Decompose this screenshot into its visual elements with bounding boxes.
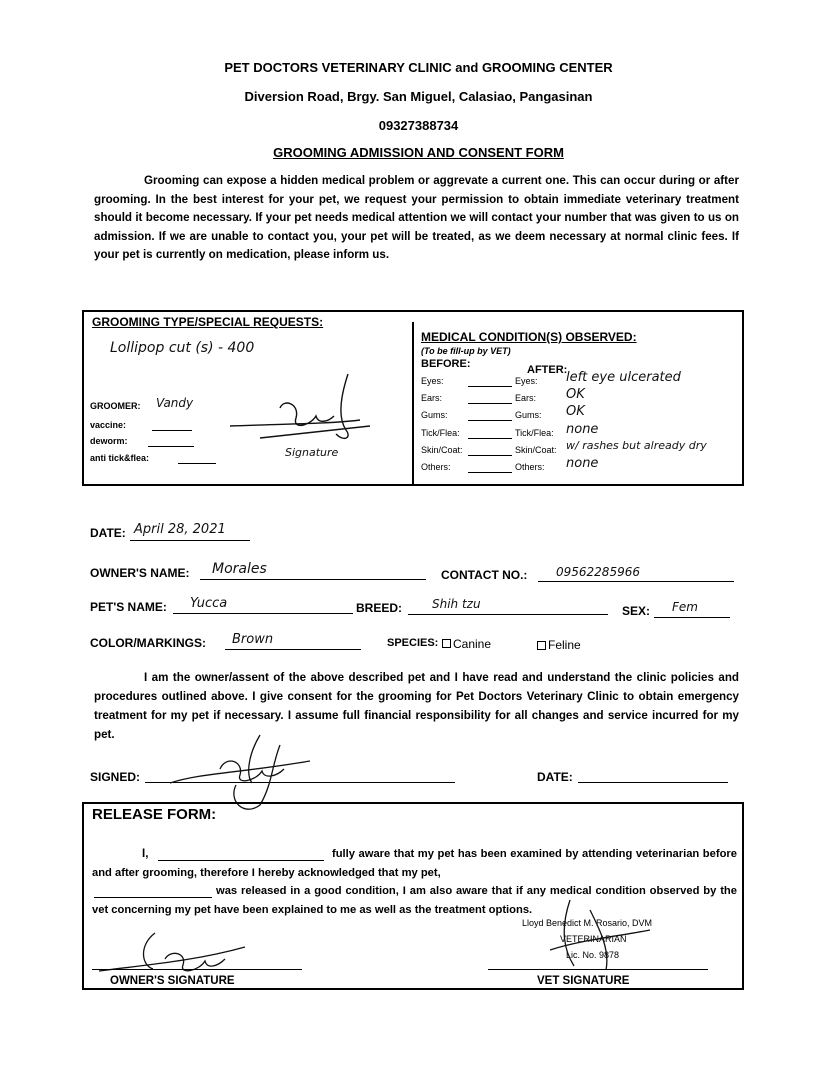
groomer-label: GROOMER: [90, 401, 141, 411]
medical-after-label: Gums: [515, 410, 542, 421]
signature-caption: Signature [285, 446, 339, 459]
medical-before-label: Others: [421, 462, 451, 472]
vet-signature-drawing [530, 890, 670, 980]
medical-after-label: Tick/Flea: [515, 427, 554, 438]
medical-before-label: Gums: [421, 410, 448, 421]
antitick-line [178, 463, 216, 464]
consent-paragraph: I am the owner/assent of the above described pet and I have read and understand the clinic policies and procedures outlined above. I give consent for the grooming for Pet Doctors Veterinary Clinic to obtain emergency treatment for my pet if necessary. I assume full financial responsibility for all changes and service incurred for my pet. [94, 671, 739, 741]
date2-line [578, 782, 728, 783]
pet-name-label: PET'S NAME: [90, 600, 167, 614]
canine-label: Canine [453, 637, 492, 651]
medical-before-line [468, 403, 512, 404]
vet-name: Lloyd Benedict M. Rosario, DVM [522, 918, 653, 928]
clinic-address: Diversion Road, Brgy. San Miguel, Calasiao, Pangasinan [244, 89, 593, 104]
medical-before-label: Ears: [421, 393, 443, 404]
clinic-name: PET DOCTORS VETERINARY CLINIC and GROOMING CENTER [224, 60, 613, 75]
medical-after-label: Eyes: [515, 376, 538, 386]
grooming-heading: GROOMING TYPE/SPECIAL REQUESTS: [92, 315, 324, 329]
species-label: SPECIES: [387, 637, 439, 649]
contact-label: CONTACT NO.: [441, 568, 528, 582]
date-line [130, 540, 250, 541]
box-divider [412, 322, 414, 486]
owner-signature-label: OWNER'S SIGNATURE [110, 975, 235, 987]
deworm-line [148, 446, 194, 447]
date2-label: DATE: [537, 770, 573, 784]
breed-value: Shih tzu [432, 597, 481, 611]
color-label: COLOR/MARKINGS: [90, 636, 206, 650]
pet-name-line [173, 613, 353, 614]
medical-before-label: Tick/Flea: [421, 427, 460, 438]
medical-before-line [468, 420, 512, 421]
vaccine-label: vaccine: [90, 420, 127, 430]
antitick-label: anti tick&flea: [90, 453, 150, 463]
owner-name-value: Morales [212, 561, 267, 577]
medical-before-line [468, 386, 512, 387]
medical-before-line [468, 438, 512, 439]
breed-label: BREED: [356, 601, 403, 615]
owner-signature-line [92, 969, 302, 970]
medical-after-label: Ears: [515, 393, 537, 404]
medical-after-value: OK [566, 404, 585, 420]
vaccine-line [152, 430, 192, 431]
clinic-phone: 09327388734 [378, 118, 459, 133]
medical-before-line [468, 455, 512, 456]
groomer-value: Vandy [156, 396, 194, 410]
deworm-label: deworm: [90, 436, 128, 446]
medical-after-value: w/ rashes but already dry [566, 438, 707, 452]
release-i-label: I, [142, 848, 149, 860]
owner-name-label: OWNER'S NAME: [90, 566, 190, 580]
breed-line [408, 614, 608, 615]
pet-name-value: Yucca [190, 596, 228, 611]
vet-title: VETERINARIAN [560, 934, 627, 944]
medical-before-label: Skin/Coat: [421, 444, 463, 455]
sex-value: Fem [672, 600, 698, 614]
medical-before-line [468, 472, 512, 473]
medical-before-label: Eyes: [421, 376, 444, 386]
owner-name-line [200, 579, 426, 580]
contact-value: 09562285966 [556, 565, 640, 579]
vet-signature-line [488, 969, 708, 970]
before-label: BEFORE: [421, 358, 471, 370]
vet-signature-label: VET SIGNATURE [537, 975, 630, 987]
date-label: DATE: [90, 526, 126, 540]
grooming-request-value: Lollipop cut (s) - 400 [110, 340, 255, 356]
after-label: AFTER: [527, 364, 568, 376]
medical-after-value: left eye ulcerated [566, 370, 681, 385]
vet-license: Lic. No. 9878 [566, 950, 620, 960]
release-text-2: was released in a good condition, I am also aware that if any medical condition observed by the vet concerning my pet have been explained to me as well as the treatment options. [92, 885, 737, 916]
medical-heading: MEDICAL CONDITION(S) OBSERVED: [421, 330, 637, 344]
signed-label: SIGNED: [90, 770, 141, 784]
contact-line [538, 581, 734, 582]
medical-after-value: none [566, 421, 599, 437]
feline-label: Feline [548, 638, 581, 652]
sex-line [654, 617, 730, 618]
form-title: GROOMING ADMISSION AND CONSENT FORM [273, 145, 564, 160]
medical-subheading: (To be fill-up by VET) [421, 346, 511, 356]
color-value: Brown [232, 632, 274, 647]
medical-after-value: none [566, 456, 599, 471]
release-text-1: fully aware that my pet has been examined by attending veterinarian before and after grooming, therefore I hereby acknowledged that my pet, [92, 848, 737, 879]
date-value: April 28, 2021 [134, 522, 226, 537]
medical-after-value: OK [566, 387, 585, 403]
intro-paragraph: Grooming can expose a hidden medical problem or aggrevate a current one. This can occur during or after grooming. In the best interest for your pet, we request your permission to obtain immediate veterinary treatment should it become necessary. If your pet needs medical attention we will contact your number that was given to us on admission. If we are unable to contact you, your pet will be treated, as we deem necessary at normal clinic fees. If your pet is currently on medication, please inform us. [94, 174, 739, 262]
release-heading: RELEASE FORM: [92, 806, 217, 823]
medical-after-label: Skin/Coat: [515, 444, 557, 455]
medical-after-label: Others: [515, 462, 545, 472]
canine-checkbox[interactable] [442, 639, 451, 648]
feline-checkbox[interactable] [537, 641, 546, 650]
color-line [225, 649, 361, 650]
sex-label: SEX: [622, 604, 651, 618]
